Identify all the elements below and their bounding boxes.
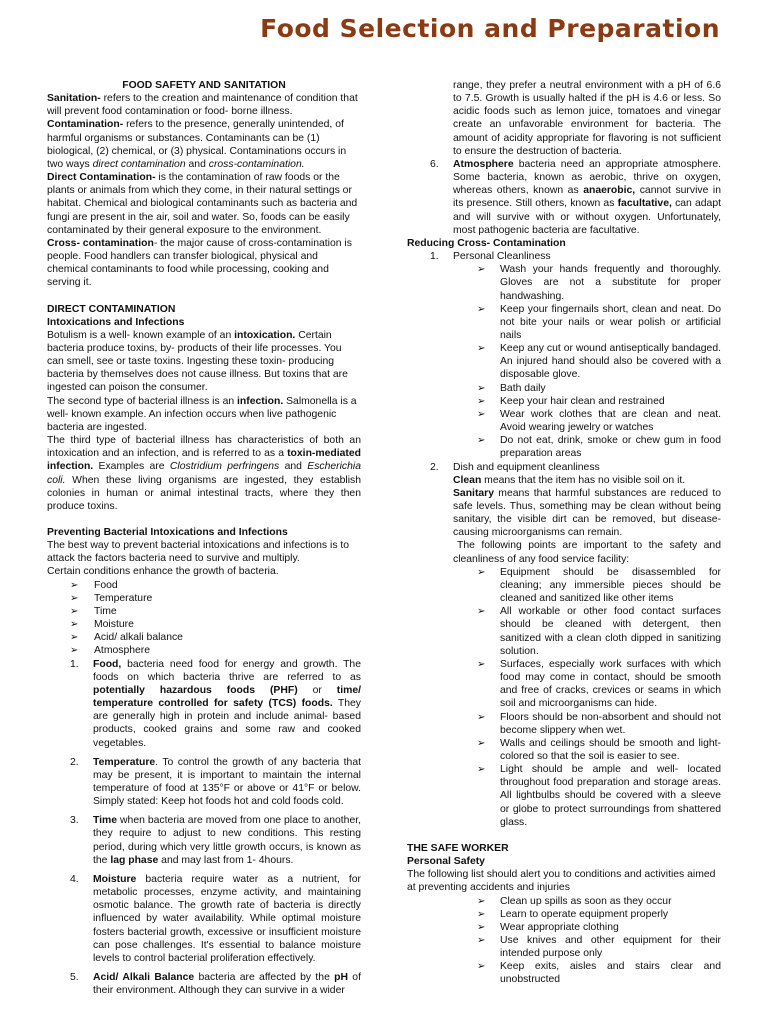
food-text-e: They are generally high in protein and include animal- based products, cooked grains and some raw and cooked vegetables. [93,698,361,749]
contamination-cross: cross-contamination. [208,158,305,170]
paragraph-prevent: The best way to prevent bacterial intoxications and infections is to attack the factors bacteria need to survive and multiply. [47,540,350,565]
factor-time [47,814,361,867]
list-item: ➢ Acid/ alkali balance [47,631,361,644]
intox-a: Botulism is a well- known example of an [47,329,235,341]
personal-cleanliness-list [407,263,721,460]
factor-list [47,579,361,658]
contamination-definition [47,118,361,171]
item-number: 2. [430,461,439,473]
factor-atmosphere [407,158,721,237]
list-item: ➢ Equipment should be disassembled for cleaning; any immersible pieces should be cleaned and sanitized like other items [407,566,721,605]
personal-cleanliness-label [407,250,721,263]
list-item: ➢ Keep any cut or wound antiseptically bandaged. An injured hand should also be covered with a disposable glove. [407,342,721,381]
acid-text-a: bacteria are affected by the [194,972,335,983]
item-number: 2. [70,756,79,768]
food-text-d: time/ temperature controlled for safety (TCS) foods. [93,684,361,710]
clean-text: means that the item has no visible soil on it. [481,474,686,486]
direct-text: is the contamination of raw foods or the plants or animals from which they come, in their natural settings or habitat. Chemical and biological contaminants such as bacteria and fungi are present in the air, soil and water. So, foods can be easily contaminated by their general exposure to the environment. [47,172,358,236]
cross-text: - the major cause of cross-contamination is people. Food handlers can transfer biological, physical and chemical contaminants to food while processing, cooking and serving it. [47,237,352,289]
list-item: ➢ Atmosphere [47,644,361,657]
heading-direct-contamination: DIRECT CONTAMINATION [47,303,176,315]
following-points: The following points are important to the safety and cleanliness of any food service facility: [453,540,721,565]
food-text-c: or [297,684,337,696]
item-number: 3. [70,815,79,827]
factor-food [47,658,361,750]
sanitation-definition [47,92,361,118]
list-item: ➢ Moisture [47,618,361,631]
dish-cleanliness-label [407,461,721,474]
direct-contamination-definition [47,171,361,237]
clean-term: Clean [453,474,482,486]
page-title: Food Selection and Preparation [260,14,720,43]
left-column [47,79,361,997]
time-term: Time [93,815,118,827]
third-b: toxin-mediated infection. [47,448,361,473]
food-text-a: bacteria need food for energy and growth. The foods on which bacteria thrive are referred to as [93,658,361,683]
atm-term: Atmosphere [453,158,514,170]
moist-term: Moisture [93,873,137,885]
inf-c: Salmonella is a well- known example. An infection occurs when live pathogenic bacteria are ingested. [47,395,357,433]
food-text-b: potentially hazardous foods (PHF) [93,684,298,696]
contamination-and: and [185,158,209,170]
safety-list [407,895,721,987]
list-item: ➢ Use knives and other equipment for their intended purpose only [407,934,721,960]
acid-term: Acid/ Alkali Balance [93,972,195,983]
subheading-intoxications: Intoxications and Infections [47,316,185,328]
factor-temperature [47,756,361,809]
heading-reducing-cross: Reducing Cross- Contamination [407,237,566,249]
third-d: Clostridium perfringens [169,461,280,473]
right-column [407,79,721,987]
sanitary-text: means that harmful substances are reduced to safe levels. Thus, something may be clean without being sanitary, the visible dirt can be removed, but disease-causing microorganisms can remain. [453,487,721,539]
clean-definition [407,474,721,487]
third-g: When these living organisms are ingested, they establish colonies in human or animal intestinal tracts, where they then produce toxins. [47,474,361,512]
list-item: ➢ Light should be ample and well- located throughout food preparation and storage areas. All lightbulbs should be covered with a sleeve or globe to protect surroundings from shattered glass. [407,763,721,829]
list-item: ➢ Walls and ceilings should be smooth and light-colored so that the soil is easier to see. [407,737,721,763]
cross-contamination-definition [47,237,361,290]
intox-b: intoxication. [234,329,296,341]
facility-list [407,566,721,829]
atm-text-a: bacteria need an appropriate atmosphere. Some bacteria, known as aerobic, thrive on oxygen, whereas others, known as [453,158,721,197]
list-item: ➢ Learn to operate equipment properly [407,908,721,921]
heading-safe-worker: THE SAFE WORKER [407,842,509,854]
inf-a: The second type of bacterial illness is an [47,395,238,407]
paragraph-conditions: Certain conditions enhance the growth of bacteria. [47,566,279,578]
list-item: ➢ Wear work clothes that are clean and neat. Avoid wearing jewelry or watches [407,408,721,434]
list-item: ➢ Temperature [47,592,361,605]
item-number: 5. [70,972,79,983]
atm-text-c: cannot survive in its presence. Still others, known as [453,185,721,210]
list-item: ➢ Wash your hands frequently and thoroughly. Gloves are not a substitute for proper handwashing. [407,263,721,302]
intox-c: Certain bacteria produce toxins, by- products of their life processes. You can smell, see or taste toxins. Ingesting these toxin- producing bacteria by themselves does not cause illness. But toxins that are ingested can poison the consumer. [47,329,348,394]
third-a: The third type of bacterial illness has characteristics of both an intoxication and an infection, and is referred to as a [47,435,361,460]
list-item: ➢ Do not eat, drink, smoke or chew gum in food preparation areas [407,434,721,460]
list-item: ➢ All workable or other food contact surfaces should be cleaned with detergent, then sanitized with a clean cloth dipped in sanitizing solution. [407,605,721,658]
item-number: 4. [70,873,79,885]
acid-continuation: range, they prefer a neutral environment with a pH of 6.6 to 7.5. Growth is usually halted if the pH is 4.6 or less. So acidic foods such as lemon juice, tomatoes and vinegar create an unfavorable environment for bacteria. The amount of acidity appropriate for flavoring is not sufficient to ensure the destruction of bacteria. [453,80,721,157]
sanitation-term: Sanitation- [47,93,101,105]
factor-moisture [47,873,361,965]
cross-term: Cross- contamination [47,237,154,249]
temp-text: . To control the growth of any bacteria that may be present, it is important to maintain the internal temperature of food at 135°F or above or 41°F or below. Simply stated: Keep hot foods hot and cold foods cold. [93,756,361,808]
contamination-text: refers to the presence, generally unintended, of harmful organisms or substances. Contaminants can be (1) biological, (2) chemical, or (3) physical. Contaminations occurs in two ways [47,119,347,170]
third-c: Examples are [93,461,170,473]
r2-label: Dish and equipment cleanliness [453,461,600,473]
food-term: Food, [93,658,122,670]
moist-text: bacteria require water as a nutrient, for metabolic processes, enzyme activity, and maintaining osmotic balance. The growth rate of bacteria is directly influenced by water availability. While optimal moisture fosters bacterial growth, excessive or insufficient moisture can pose challenges. It's essential to balance moisture levels to control bacterial proliferation effectively. [93,873,361,964]
contamination-term: Contamination- [47,119,124,131]
time-text-c: and may last from 1- 4hours. [158,854,294,866]
list-item: ➢ Keep your hair clean and restrained [407,395,721,408]
temp-term: Temperature [93,756,156,768]
acid-text-c: of their environment. Although they can survive in a wider [93,972,361,997]
item-number: 1. [430,251,439,263]
list-item: ➢ Time [47,605,361,618]
safety-intro: The following list should alert you to conditions and activities aimed at preventing accidents and injuries [407,869,716,894]
list-item: ➢ Surfaces, especially work surfaces with which food may come in contact, should be smooth and free of cracks, crevices or seams in which soil and microorganisms can hide. [407,658,721,711]
paragraph-infection [47,395,361,434]
time-text-b: lag phase [110,854,159,866]
sanitary-term: Sanitary [453,487,495,499]
list-item: ➢ Clean up spills as soon as they occur [407,895,721,908]
third-e: and [279,461,308,473]
list-item: ➢ Bath daily [407,382,721,395]
r1-label: Personal Cleanliness [453,251,551,263]
inf-b: infection. [237,395,284,407]
list-item: ➢ Wear appropriate clothing [407,921,721,934]
list-item: ➢ Keep exits, aisles and stairs clear and unobstructed [407,960,721,986]
subheading-personal-safety: Personal Safety [407,856,485,868]
third-f: Escherichia coli. [47,461,361,486]
atm-text-b: anaerobic, [583,185,636,197]
heading-preventing: Preventing Bacterial Intoxications and Infections [47,527,288,538]
item-number: 6. [430,158,439,170]
contamination-direct: direct contamination [92,158,186,170]
heading-food-safety: FOOD SAFETY AND SANITATION [122,80,286,91]
item-number: 1. [70,658,79,670]
list-item: ➢ Food [47,579,361,592]
list-item: ➢ Floors should be non-absorbent and should not become slippery when wet. [407,711,721,737]
time-text-a: when bacteria are moved from one place to another, they require to adjust to new conditions. This resting period, during which very little growth occurs, is known as the [93,815,361,866]
sanitary-definition [407,487,721,540]
atm-text-e: can adapt and will survive with or without oxygen. Unfortunately, most pathogenic bacteria are facultative. [453,198,721,236]
sanitation-text: refers to the creation and maintenance of condition that will prevent food contamination or food- borne illness. [47,93,358,118]
paragraph-intoxication [47,329,361,395]
atm-text-d: facultative, [617,198,672,210]
paragraph-toxin-mediated [47,434,361,513]
list-item: ➢ Keep your fingernails short, clean and neat. Do not bite your nails or wear polish or artificial nails [407,303,721,342]
acid-text-b: pH [334,972,349,983]
direct-term: Direct Contamination- [47,172,156,184]
factor-acid [47,971,361,997]
